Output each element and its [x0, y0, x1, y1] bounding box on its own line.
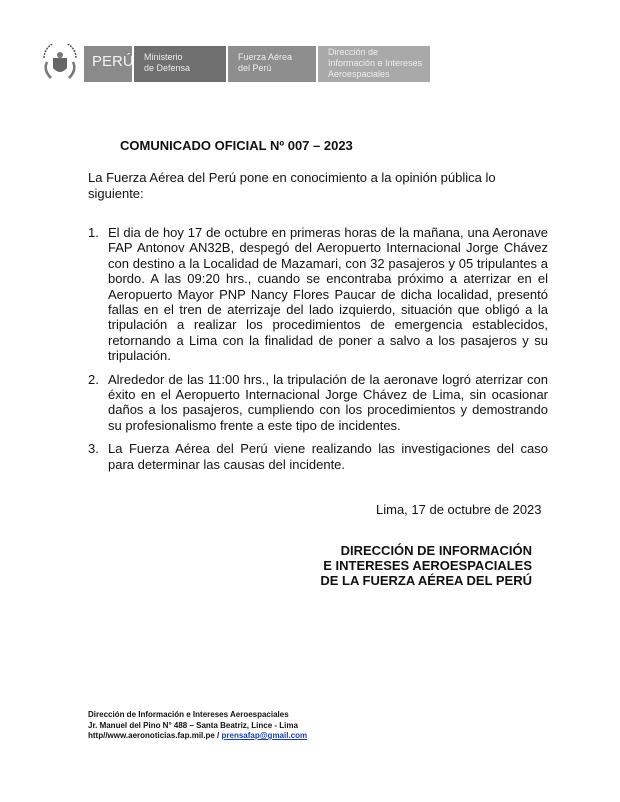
date-line: Lima, 17 de octubre de 2023	[376, 502, 542, 518]
ministerio-line: Ministerio	[144, 52, 183, 62]
footer-website: http//www.aeronoticias.fap.mil.pe /	[88, 731, 220, 740]
national-seal-logo	[38, 44, 82, 84]
direccion-line: Dirección de	[328, 47, 379, 57]
document-body	[88, 138, 548, 588]
footer-email-link[interactable]: prensafap@gmail.com	[221, 731, 308, 740]
footer	[88, 710, 307, 742]
header-ministerio-block	[134, 46, 226, 82]
footer-address: Jr. Manuel del Pino N° 488 – Santa Beatriz, Lince - Lima	[88, 720, 298, 730]
item-number: 1.	[88, 225, 99, 240]
fuerza-line: Fuerza Aérea	[238, 52, 293, 62]
header-peru-block	[84, 46, 132, 82]
header-direccion-block	[318, 46, 430, 82]
ministerio-line: de Defensa	[144, 63, 191, 73]
item-text: Alrededor de las 11:00 hrs., la tripulación de la aeronave logró aterrizar con éxito en el Aeropuerto Internacional Jorge Chávez de Lima, sin ocasionar daños a los pasajeros, cumpliendo con los procedimientos y demostrando su profesionalismo frente a este tipo de incidentes.	[108, 371, 548, 433]
intro-text: La Fuerza Aérea del Perú pone en conocimiento a la opinión pública lo siguiente:	[88, 170, 496, 201]
list-item	[88, 372, 548, 434]
signature-line: DIRECCIÓN DE INFORMACIÓN	[340, 543, 532, 559]
item-number: 3.	[88, 441, 99, 457]
document-title: COMUNICADO OFICIAL Nº 007 – 2023	[120, 138, 353, 153]
signature-line: DE LA FUERZA AÉREA DEL PERÚ	[320, 573, 532, 589]
header-fuerza-block	[228, 46, 316, 82]
fuerza-line: del Perú	[238, 63, 272, 73]
item-text: La Fuerza Aérea del Perú viene realizando las investigaciones del caso para determinar las causas del incidente.	[108, 441, 548, 472]
signature-block	[88, 543, 532, 588]
signature-line: E INTERESES AEROESPACIALES	[323, 558, 532, 574]
peru-label: PERÚ	[92, 53, 134, 70]
item-text: El dia de hoy 17 de octubre en primeras horas de la mañana, una Aeronave FAP Antonov AN32B, despegó del Aeropuerto Internacional Jorge Chávez con destino a la Localidad de Mazamari, con 32 pasajeros y 05 tripulantes a bordo. A las 09:20 hrs., cuando se encontraba próximo a aterrizar en el Aeropuerto Mayor PNP Nancy Flores Paucar de dicha localidad, presentó fallas en el tren de aterrizaje del lado izquierdo, situación que obligó a la tripulación a realizar los procedimientos de emergencia establecidos, retornando a Lima con la finalidad de poner a salvo a los pasajeros y su tripulación.	[108, 225, 548, 364]
footer-office: Dirección de Información e Intereses Aeroespaciales	[88, 710, 289, 719]
item-number: 2.	[88, 371, 99, 387]
list-item	[88, 225, 548, 364]
direccion-line: Aeroespaciales	[328, 69, 390, 79]
direccion-line: Información e Intereses	[328, 58, 423, 68]
list-item	[88, 441, 548, 472]
